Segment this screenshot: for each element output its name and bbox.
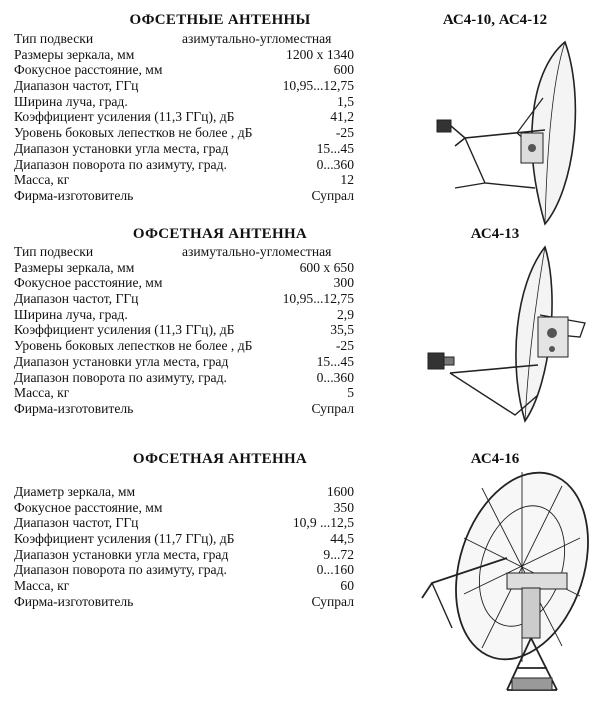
section-title: ОФСЕТНАЯ АНТЕННА [132,451,308,467]
spec-label: Фирма-изготовитель [14,187,134,203]
spec-table [14,484,354,610]
spec-value: 350 [333,499,354,515]
spec-row [14,547,354,563]
model-name: АС4-16 [470,451,520,467]
spec-label: Ширина луча, град. [14,93,128,109]
spec-row [14,385,354,401]
spec-label: Масса, кг [14,172,70,188]
spec-value: 1,5 [337,93,354,109]
spec-row [14,594,354,610]
spec-row [14,244,354,260]
spec-value: 1200 х 1340 [286,46,354,62]
spec-table [14,244,354,417]
spec-row [14,109,354,125]
spec-value: 0...360 [316,156,354,172]
spec-label: Коэффициент усиления (11,3 ГГц), дБ [14,109,235,125]
spec-table [14,31,354,204]
spec-row [14,47,354,63]
spec-label: Диапазон установки угла места, град [14,546,229,562]
antenna-illustration-ac4-16 [412,468,597,696]
spec-value: 0...160 [316,562,354,578]
spec-value: 600 х 650 [299,259,354,275]
spec-label: Фирма-изготовитель [14,400,134,416]
spec-label: Диаметр зеркала, мм [14,484,136,499]
spec-label: Фокусное расстояние, мм [14,499,163,515]
spec-value: 300 [333,275,354,291]
spec-value: Супрал [311,400,354,416]
spec-row [14,62,354,78]
antenna-illustration-ac4-10 [425,38,590,228]
spec-row [14,94,354,110]
spec-row [14,172,354,188]
spec-row [14,31,354,47]
antenna-illustration-ac4-13 [420,245,595,425]
spec-value: 0...360 [316,369,354,385]
spec-value: Супрал [311,187,354,203]
spec-label: Диапазон поворота по азимуту, град. [14,156,227,172]
spec-label: Размеры зеркала, мм [14,259,135,275]
spec-label: Коэффициент усиления (11,7 ГГц), дБ [14,531,235,547]
spec-row [14,500,354,516]
spec-value: 9...72 [323,546,354,562]
spec-label: Ширина луча, град. [14,306,128,322]
spec-label: Уровень боковых лепестков не более , дБ [14,125,253,141]
spec-label: Диапазон частот, ГГц [14,291,139,307]
spec-value: 60 [340,578,354,594]
model-name: АС4-13 [470,226,520,242]
spec-label: Тип подвески [14,244,94,259]
spec-row [14,562,354,578]
spec-label: Фокусное расстояние, мм [14,275,163,291]
spec-row [14,291,354,307]
spec-value: 12 [340,172,354,188]
spec-value: 41,2 [330,109,354,125]
section-title: ОФСЕТНАЯ АНТЕННА [132,226,308,242]
spec-row [14,578,354,594]
spec-value: 600 [333,62,354,78]
spec-value: азимутально-угломестная [182,244,332,259]
spec-label: Фирма-изготовитель [14,593,134,609]
spec-row [14,141,354,157]
spec-value: 1600 [326,484,354,499]
spec-label: Коэффициент усиления (11,3 ГГц), дБ [14,322,235,338]
spec-row [14,78,354,94]
spec-value: 2,9 [337,306,354,322]
section-title: ОФСЕТНЫЕ АНТЕННЫ [129,12,311,28]
spec-row [14,338,354,354]
spec-row [14,157,354,173]
spec-row [14,354,354,370]
spec-value: 44,5 [330,531,354,547]
spec-value: 15...45 [316,140,354,156]
spec-row [14,531,354,547]
spec-label: Уровень боковых лепестков не более , дБ [14,338,253,354]
spec-row [14,125,354,141]
spec-row [14,275,354,291]
spec-label: Диапазон частот, ГГц [14,78,139,94]
spec-label: Диапазон частот, ГГц [14,515,139,531]
spec-label: Диапазон поворота по азимуту, град. [14,562,227,578]
spec-row [14,370,354,386]
spec-value: 35,5 [330,322,354,338]
model-name: АС4-10, АС4-12 [442,12,548,28]
spec-value: Супрал [311,593,354,609]
spec-value: азимутально-угломестная [182,31,332,46]
spec-row [14,515,354,531]
spec-label: Диапазон поворота по азимуту, град. [14,369,227,385]
spec-value: -25 [335,338,354,354]
spec-label: Фокусное расстояние, мм [14,62,163,78]
spec-row [14,188,354,204]
spec-value: 10,9 ...12,5 [292,515,354,531]
spec-label: Масса, кг [14,578,70,594]
spec-label: Диапазон установки угла места, град [14,140,229,156]
spec-label: Масса, кг [14,385,70,401]
spec-value: -25 [335,125,354,141]
spec-value: 10,95...12,75 [282,78,354,94]
spec-value: 10,95...12,75 [282,291,354,307]
spec-row [14,260,354,276]
spec-label: Тип подвески [14,31,94,46]
spec-value: 5 [347,385,354,401]
spec-row [14,484,354,500]
spec-row [14,401,354,417]
spec-label: Диапазон установки угла места, град [14,353,229,369]
spec-label: Размеры зеркала, мм [14,46,135,62]
spec-row [14,307,354,323]
spec-value: 15...45 [316,353,354,369]
spec-row [14,322,354,338]
